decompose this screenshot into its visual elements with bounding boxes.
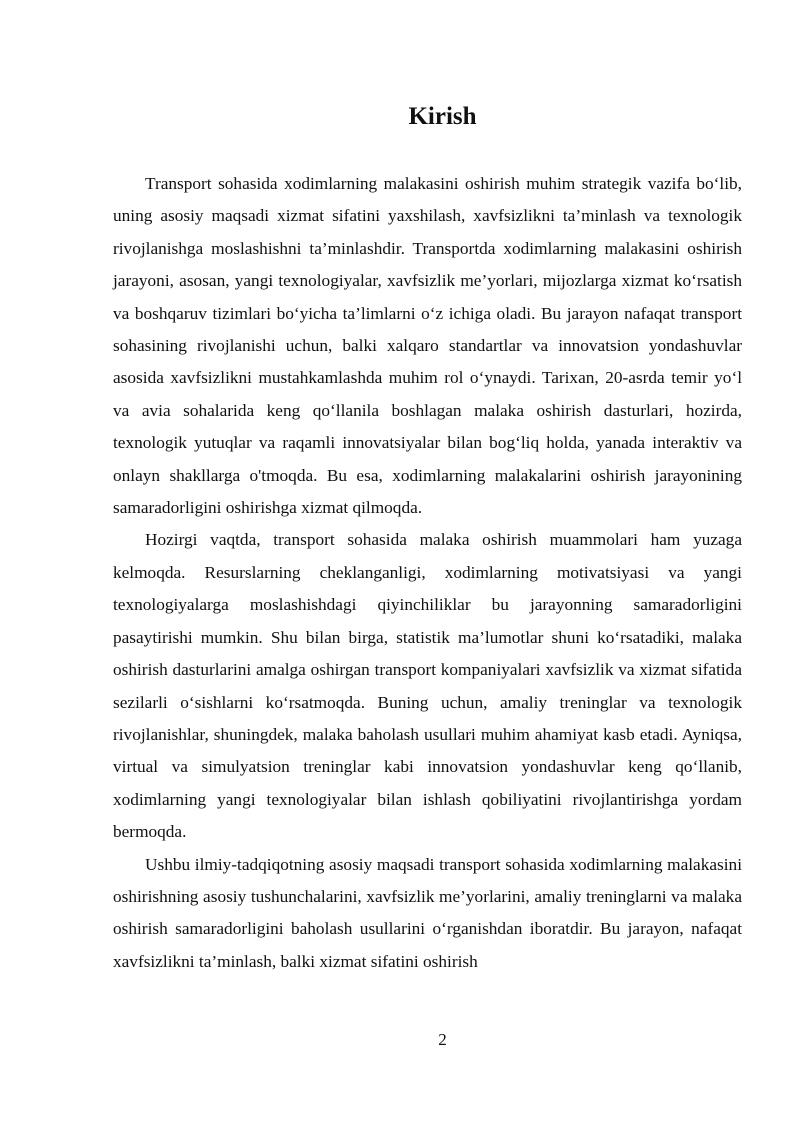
paragraph-1: Transport sohasida xodimlarning malakasini oshirish muhim strategik vazifa bo‘lib, uning asosiy maqsadi xizmat sifatini yaxshilash, xavfsizlikni ta’minlash va texnologik rivojlanishga moslashishni ta’minlashdir. Transportda xodimlarning malakasini oshirish jarayoni, asosan, yangi texnologiyalar, xavfsizlik me’yorlari, mijozlarga xizmat ko‘rsatish va boshqaruv tizimlari bo‘yicha ta’limlarni o‘z ichiga oladi. Bu jarayon nafaqat transport sohasining rivojlanishi uchun, balki xalqaro standartlar va innovatsion yondashuvlar asosida xavfsizlikni mustahkamlashda muhim rol o‘ynaydi. Tarixan, 20-asrda temir yo‘l va avia sohalarida keng qo‘llanila boshlagan malaka oshirish dasturlari, hozirda, texnologik yutuqlar va raqamli innovatsiyalar bilan bog‘liq holda, yanada interaktiv va onlayn shakllarga o'tmoqda. Bu esa, xodimlarning malakalarini oshirish jarayonining samaradorligini oshirishga xizmat qilmoqda.	[113, 174, 742, 518]
paragraph-2: Hozirgi vaqtda, transport sohasida malaka oshirish muammolari ham yuzaga kelmoqda. Resurslarning cheklanganligi, xodimlarning motivatsiyasi va yangi texnologiyalarga moslashishdagi qiyinchiliklar bu jarayonning samaradorligini pasaytirishi mumkin. Shu bilan birga, statistik ma’lumotlar shuni ko‘rsatadiki, malaka oshirish dasturlarini amalga oshirgan transport kompaniyalari xavfsizlik va xizmat sifatida sezilarli o‘sishlarni ko‘rsatmoqda. Buning uchun, amaliy treninglar va texnologik rivojlanishlar, shuningdek, malaka baholash usullari muhim ahamiyat kasb etadi. Ayniqsa, virtual va simulyatsion treninglar kabi innovatsion yondashuvlar keng qo‘llanib, xodimlarning yangi texnologiyalar bilan ishlash qobiliyatini rivojlantirishga yordam bermoqda.	[113, 530, 742, 842]
paragraph-3: Ushbu ilmiy-tadqiqotning asosiy maqsadi transport sohasida xodimlarning malakasini oshirishning asosiy tushunchalarini, xavfsizlik me’yorlarini, amaliy treninglarni va malaka oshirish samaradorligini baholash usullarini o‘rganishdan iboratdir. Bu jarayon, nafaqat xavfsizlikni ta’minlash, balki xizmat sifatini oshirish	[113, 854, 742, 971]
body-text	[113, 168, 742, 978]
page-number: 2	[438, 1030, 447, 1049]
page-title: Kirish	[408, 103, 477, 130]
